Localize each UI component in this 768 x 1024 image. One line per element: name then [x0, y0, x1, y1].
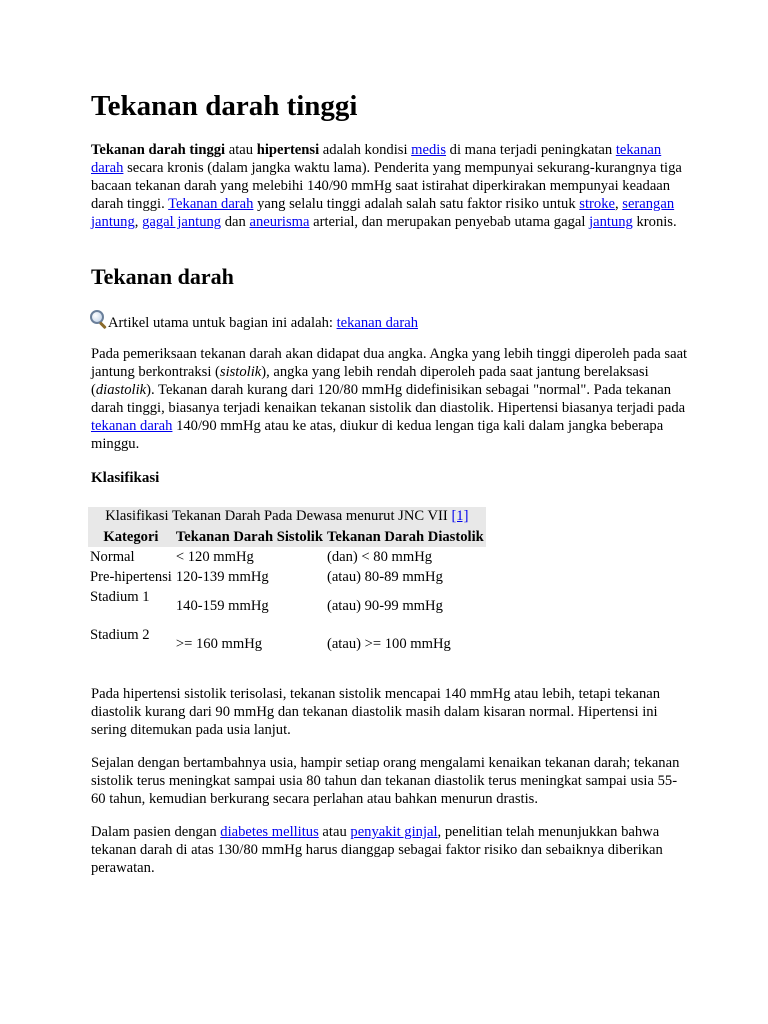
link-medis[interactable]: medis [411, 142, 447, 158]
link-aneurisma[interactable]: aneurisma [249, 213, 310, 230]
table-row [88, 567, 486, 587]
link-main-article-tekanan-darah[interactable]: tekanan darah [336, 315, 419, 331]
systolic-cell: >= 160 mmHg [175, 635, 263, 652]
paragraph-hipertensi-sistolik: Pada hipertensi sistolik terisolasi, tekanan sistolik mencapai 140 mmHg atau lebih, tetapi tekanan diastolik kurang dari 90 mmHg dan tekanan diastolik masih dalam kisaran normal. Hipertensi ini sering ditemukan pada usia lanjut. [91, 686, 661, 738]
subsection-heading-klasifikasi: Klasifikasi [91, 470, 160, 486]
diastolic-cell: (atau) 90-99 mmHg [326, 597, 443, 614]
classification-table [88, 507, 486, 663]
table-row [88, 625, 486, 663]
magnifier-icon [88, 309, 108, 329]
category-cell: Stadium 2 [90, 626, 150, 643]
link-tekanan-darah[interactable]: tekanan darah [91, 142, 662, 176]
link-tekanan-darah[interactable]: Tekanan darah [168, 195, 254, 212]
link-gagal-jantung[interactable]: gagal jantung [142, 213, 222, 230]
category-cell: Normal [90, 548, 135, 565]
link-serangan-jantung[interactable]: serangan jantung [91, 195, 675, 230]
paragraph-usia: Sejalan dengan bertambahnya usia, hampir setiap orang mengalami kenaikan tekanan darah; tekanan sistolik terus meningkat sampai usia 80 tahun dan tekanan diastolik terus meningkat sampai usia 55-60 tahun, kemudian berkurang secara perlahan atau bahkan menurun drastis. [91, 755, 680, 807]
link-penyakit-ginjal[interactable]: penyakit ginjal [350, 824, 438, 840]
column-header: Tekanan Darah Sistolik [175, 528, 323, 545]
table-row [88, 547, 486, 567]
category-cell: Pre-hipertensi [90, 568, 172, 585]
main-article-note: Artikel utama untuk bagian ini adalah: tekanan darah [88, 309, 708, 333]
paragraph-diabetes: Dalam pasien dengan diabetes mellitus atau penyakit ginjal, penelitian telah menunjukkan bahwa tekanan darah di atas 130/80 mmHg harus dianggap sebagai faktor risiko dan sebaiknya diberikan perawatan. [91, 824, 663, 876]
section-heading-tekanan-darah: Tekanan darah [91, 264, 234, 289]
link-tekanan-darah[interactable]: tekanan darah [91, 417, 173, 434]
column-header: Kategori [88, 527, 174, 547]
table-header-row [88, 527, 486, 547]
bold-term: Tekanan darah tinggi [91, 142, 226, 158]
diastolic-cell: (atau) 80-89 mmHg [326, 568, 443, 585]
link-diabetes-mellitus[interactable]: diabetes mellitus [220, 824, 319, 840]
page-title: Tekanan darah tinggi [91, 90, 358, 122]
link-stroke[interactable]: stroke [579, 195, 615, 212]
diastolic-cell: (dan) < 80 mmHg [326, 548, 433, 565]
paragraph-pemeriksaan: Pada pemeriksaan tekanan darah akan didapat dua angka. Angka yang lebih tinggi diperoleh pada saat jantung berkontraksi (sistolik), angka yang lebih rendah diperoleh pada saat jantung berelaksasi (diastolik). Tekanan darah kurang dari 120/80 mmHg didefinisikan sebagai "normal". Pada tekanan darah tinggi, biasanya terjadi kenaikan tekanan sistolik dan diastolik. Hipertensi biasanya terjadi pada tekanan darah 140/90 mmHg atau ke atas, diukur di kedua lengan tiga kali dalam jangka beberapa minggu. [91, 346, 688, 452]
table-caption: Klasifikasi Tekanan Darah Pada Dewasa menurut JNC VII [1] [88, 507, 486, 527]
diastolic-cell: (atau) >= 100 mmHg [326, 635, 451, 652]
column-header: Tekanan Darah Diastolik [326, 528, 484, 545]
bold-term: hipertensi [256, 142, 320, 158]
systolic-cell: < 120 mmHg [175, 548, 254, 565]
intro-paragraph: Tekanan darah tinggi atau hipertensi adalah kondisi medis di mana terjadi peningkatan tekanan darah secara kronis (dalam jangka waktu lama). Penderita yang mempunyai sekurang-kurangnya tiga bacaan tekanan darah yang melebihi 140/90 mmHg saat istirahat diperkirakan mempunyai keadaan darah tinggi. Tekanan darah yang selalu tinggi adalah salah satu faktor risiko untuk stroke, serangan jantung, gagal jantung dan aneurisma arterial, dan merupakan penyebab utama gagal jantung kronis. [91, 142, 682, 230]
systolic-cell: 120-139 mmHg [175, 568, 269, 585]
table-row [88, 587, 486, 625]
systolic-cell: 140-159 mmHg [175, 597, 269, 614]
link-jantung[interactable]: jantung [589, 213, 633, 230]
reference-link[interactable]: [1] [451, 508, 469, 524]
category-cell: Stadium 1 [90, 588, 150, 605]
